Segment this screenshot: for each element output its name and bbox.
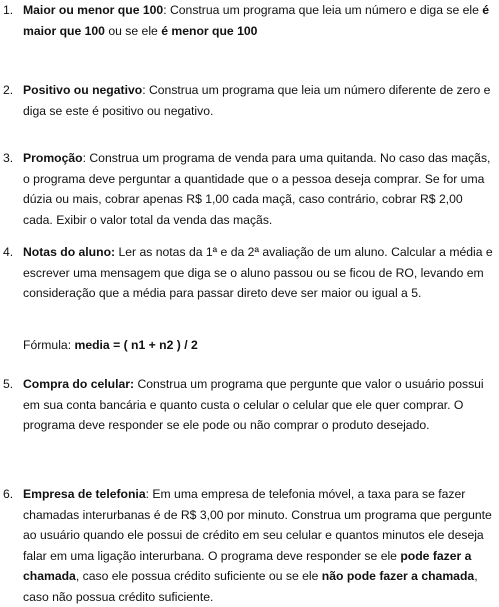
- exercise-text: [23, 484, 495, 607]
- exercise-text: [23, 148, 495, 230]
- formula: media = ( n1 + n2 ) / 2: [74, 338, 198, 352]
- exercise-title: Maior ou menor que 100: [23, 3, 164, 17]
- exercise-text: [23, 0, 495, 41]
- exercise-number: 4.: [3, 245, 14, 259]
- exercise-text-part: , caso ele possua crédito suficiente ou se ele: [75, 569, 322, 583]
- exercise-3: [3, 148, 495, 230]
- exercise-number: 5.: [3, 377, 14, 391]
- exercise-title: Promoção: [23, 151, 83, 165]
- exercise-text-part: Ler as notas da 1ª e da 2ª avaliação de um aluno. Calcular a média e escrever uma mensagem que diga se o aluno passou ou se ficou de RO, levando em consideração que a média para passar direto deve ser maior ou igual a 5.: [23, 245, 493, 300]
- exercise-text-part: : Em uma empresa de telefonia móvel, a taxa para se fazer chamadas interurbanas é de R$ 3,00 por minuto. Construa um programa que pergunte ao usuário quando ele possui de crédito em seu celular e quantos minutos ele deseja falar em uma ligação interurbana. O programa deve responder se ele: [23, 487, 492, 563]
- exercise-text-part: Construa um programa que pergunte que valor o usuário possui em sua conta bancária e quanto custa o celular o celular que ele quer comprar. O programa deve responder se ele pode ou não comprar o produto desejado.: [23, 377, 484, 432]
- exercise-emphasis: é menor que 100: [161, 23, 258, 38]
- exercise-text-part: : Construa um programa que leia um número e diga se ele: [163, 3, 483, 17]
- exercise-text-part: : Construa um programa de venda para uma quitanda. No caso das maçãs, o programa deve perguntar a quantidade que o a pessoa deseja comprar. Se for uma dúzia ou mais, cobrar apenas R$ 1,00 cada maçã, caso contrário, cobrar R$ 2,00 cada. Exibir o valor total da venda das maçãs.: [23, 151, 491, 227]
- exercise-text: [23, 80, 495, 121]
- exercise-title: Empresa de telefonia: [23, 487, 146, 501]
- formula-label: Fórmula:: [23, 338, 75, 352]
- exercise-text-part: ou se ele: [104, 23, 162, 38]
- exercise-number: 1.: [3, 3, 14, 17]
- formula-line: [23, 335, 198, 355]
- exercise-4: [3, 242, 495, 304]
- exercise-emphasis: é maior que 100: [23, 3, 490, 38]
- exercise-number: 6.: [3, 487, 14, 501]
- exercise-title: Compra do celular:: [23, 377, 135, 391]
- exercise-5: [3, 374, 495, 436]
- exercise-text: [23, 242, 495, 304]
- exercise-2: [3, 80, 495, 121]
- exercise-title: Positivo ou negativo: [23, 83, 143, 97]
- exercise-emphasis: não pode fazer a chamada: [321, 569, 475, 583]
- exercise-title: Notas do aluno:: [23, 245, 116, 259]
- exercise-text-part: , caso não possua crédito suficiente.: [23, 569, 478, 604]
- exercise-6: [3, 484, 495, 607]
- exercise-emphasis: pode fazer a chamada: [23, 548, 472, 583]
- exercise-text-part: : Construa um programa que leia um número diferente de zero e diga se este é positivo ou negativo.: [23, 83, 491, 118]
- exercise-number: 3.: [3, 151, 14, 165]
- exercise-text: [23, 374, 495, 436]
- exercise-1: [3, 0, 495, 41]
- exercise-number: 2.: [3, 83, 14, 97]
